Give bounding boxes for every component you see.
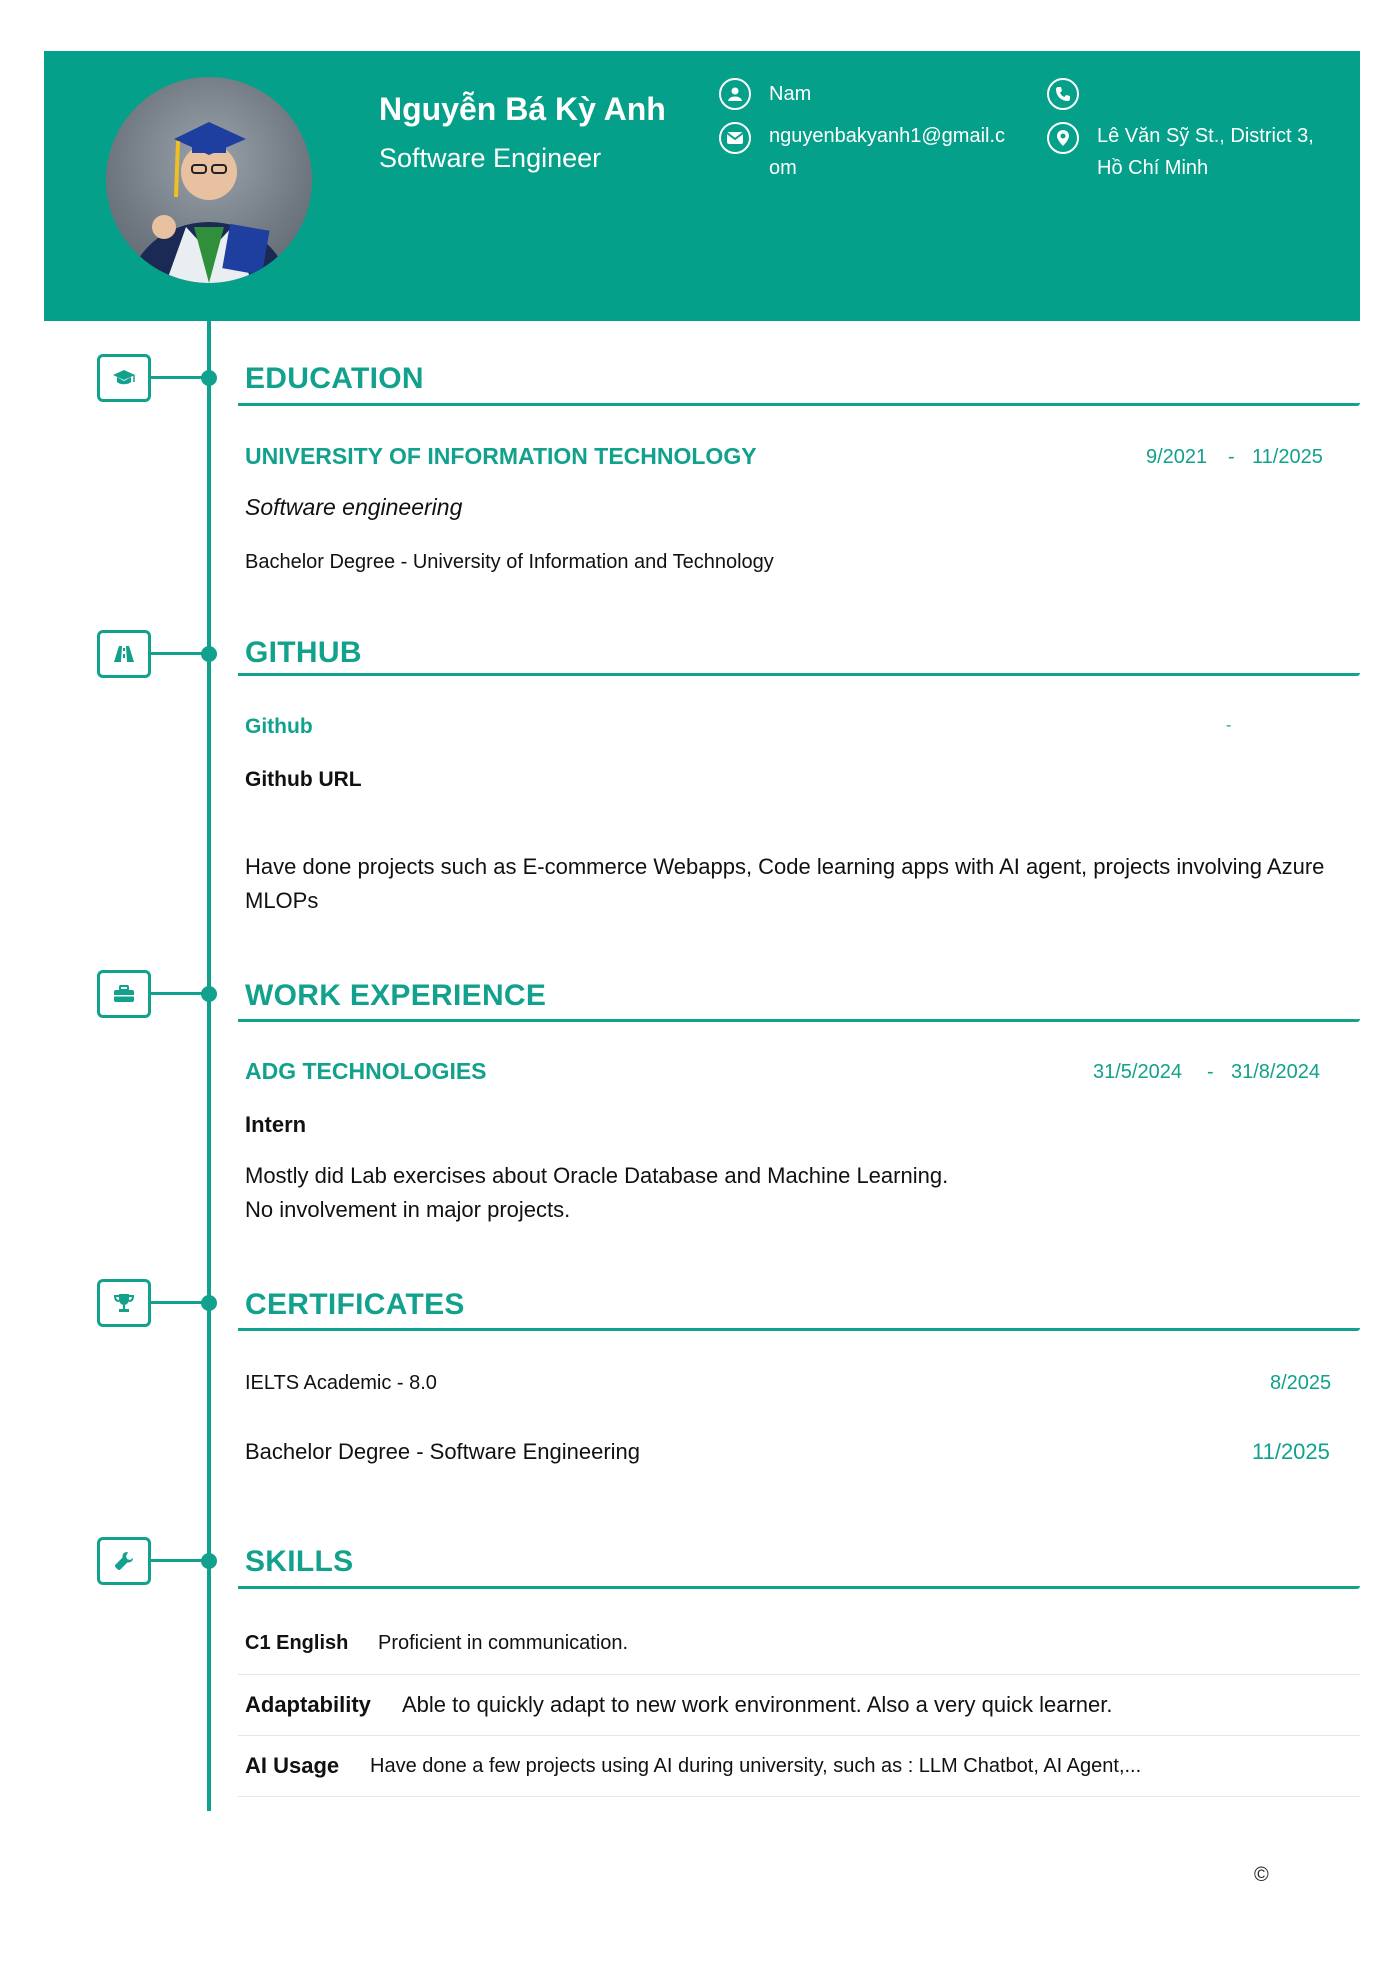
person-icon <box>719 78 751 110</box>
work-description-line-1: Mostly did Lab exercises about Oracle Database and Machine Learning. <box>245 1163 949 1188</box>
work-start-date: 31/5/2024 <box>1093 1061 1182 1083</box>
skill-name: AI Usage <box>245 1753 340 1778</box>
phone-icon <box>1047 78 1079 110</box>
education-divider <box>238 403 1360 406</box>
certificate-name: IELTS Academic - 8.0 <box>245 1372 437 1394</box>
address-line-2: Hồ Chí Minh <box>1097 157 1209 179</box>
certificate-date: 8/2025 <box>1270 1372 1332 1394</box>
github-divider <box>238 673 1360 676</box>
candidate-name: Nguyễn Bá Kỳ Anh <box>379 91 666 127</box>
skill-description: Able to quickly adapt to new work environment. Also a very quick learner. <box>402 1692 1113 1717</box>
education-start-date: 9/2021 <box>1146 446 1208 468</box>
github-description: Have done projects such as E-commerce Webapps, Code learning apps with AI agent, projects involving Azure MLOPs <box>245 854 1325 913</box>
github-name: Github <box>245 715 313 738</box>
wrench-icon <box>97 1537 151 1585</box>
skills-divider <box>238 1586 1360 1589</box>
email-line-1[interactable]: nguyenbakyanh1@gmail.c <box>769 125 1006 147</box>
envelope-icon <box>719 122 751 154</box>
education-major: Software engineering <box>245 494 463 520</box>
certificates-heading: CERTIFICATES <box>245 1288 465 1321</box>
github-heading: GITHUB <box>245 636 362 669</box>
skill-row <box>238 1736 1360 1797</box>
work-divider <box>238 1019 1360 1022</box>
skill-row <box>238 1614 1360 1675</box>
skill-description: Have done a few projects using AI during university, such as : LLM Chatbot, AI Agent,... <box>370 1755 1142 1777</box>
skills-heading: SKILLS <box>245 1545 354 1578</box>
work-date-separator: - <box>1207 1061 1214 1083</box>
location-pin-icon <box>1047 122 1079 154</box>
skills-dot <box>201 1553 217 1569</box>
education-heading: EDUCATION <box>245 362 424 395</box>
certificate-date: 11/2025 <box>1252 1439 1330 1464</box>
certificate-name: Bachelor Degree - Software Engineering <box>245 1439 641 1464</box>
work-end-date: 31/8/2024 <box>1231 1061 1320 1083</box>
skill-name: C1 English <box>245 1632 349 1654</box>
briefcase-icon <box>97 970 151 1018</box>
education-detail: Bachelor Degree - University of Information and Technology <box>245 551 774 573</box>
github-dot <box>201 646 217 662</box>
candidate-title: Software Engineer <box>379 143 602 173</box>
email-line-2[interactable]: om <box>769 157 797 179</box>
work-company: ADG TECHNOLOGIES <box>245 1058 487 1084</box>
trophy-icon <box>97 1279 151 1327</box>
cv-header <box>44 51 1360 321</box>
education-dot <box>201 370 217 386</box>
skill-description: Proficient in communication. <box>378 1632 629 1654</box>
skill-name: Adaptability <box>245 1692 371 1717</box>
gender-text: Nam <box>769 83 812 105</box>
work-dot <box>201 986 217 1002</box>
education-date-separator: - <box>1228 446 1235 468</box>
timeline-line <box>207 321 211 1811</box>
graduation-cap-icon <box>97 354 151 402</box>
address-line-1: Lê Văn Sỹ St., District 3, <box>1097 125 1314 147</box>
github-url-label[interactable]: Github URL <box>245 768 362 791</box>
work-position: Intern <box>245 1112 307 1137</box>
education-end-date: 11/2025 <box>1252 446 1323 468</box>
certificates-divider <box>238 1328 1360 1331</box>
profile-photo <box>106 77 312 283</box>
github-separator: - <box>1226 717 1232 734</box>
copyright-mark: © <box>1254 1864 1269 1886</box>
skill-row <box>238 1675 1360 1736</box>
certificates-dot <box>201 1295 217 1311</box>
education-school: UNIVERSITY OF INFORMATION TECHNOLOGY <box>245 443 757 469</box>
work-heading: WORK EXPERIENCE <box>245 979 547 1012</box>
work-description-line-2: No involvement in major projects. <box>245 1197 571 1222</box>
road-icon <box>97 630 151 678</box>
